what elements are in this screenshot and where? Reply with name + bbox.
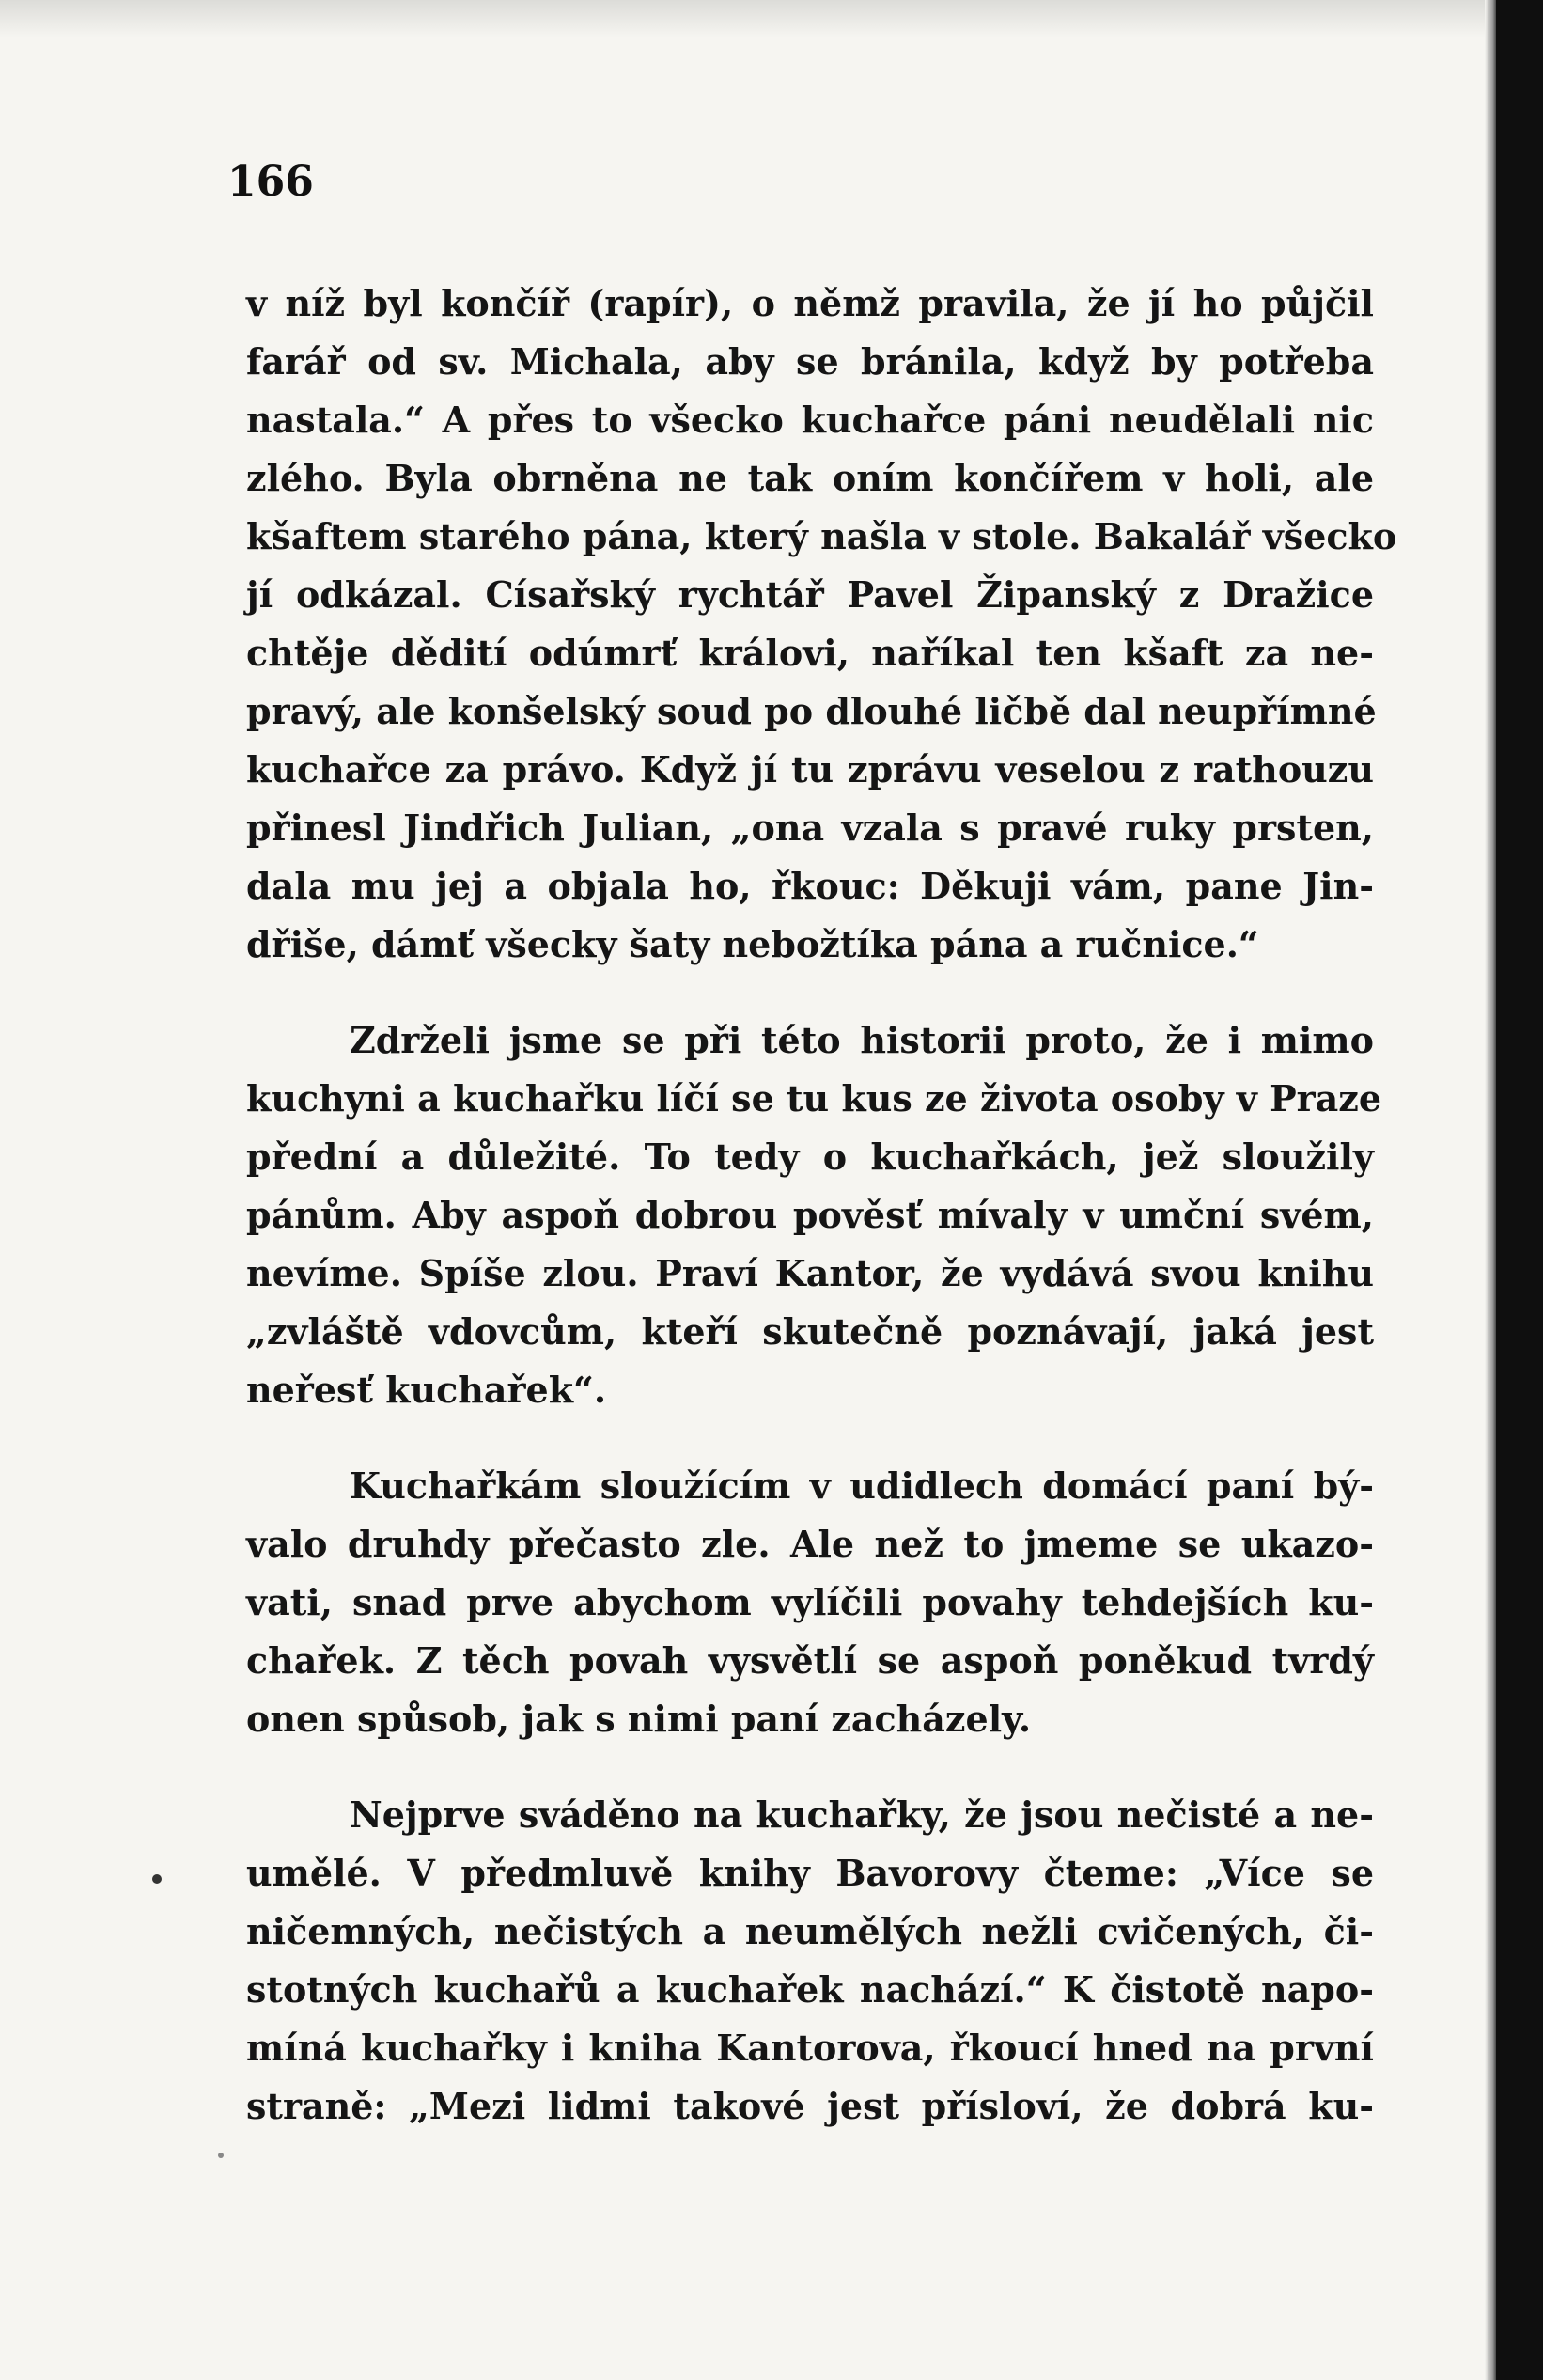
body-text (246, 274, 1397, 2136)
text-line: Zdrželi jsme se při této historii proto, že i mimo (350, 1019, 1374, 1061)
text-line: nastala.“ A přes to všecko kuchařce páni neudělali nic (246, 399, 1374, 441)
paragraph-3 (246, 1457, 1374, 1748)
text-line: „zvláště vdovcům, kteří skutečně poznávají, jaká jest (246, 1310, 1374, 1353)
text-line: kuchařce za právo. Když jí tu zprávu veselou z rathouzu (246, 748, 1374, 791)
text-line: Kuchařkám sloužícím v udidlech domácí paní bý- (350, 1464, 1374, 1507)
text-line: zlého. Byla obrněna ne tak oním končířem v holi, ale (246, 457, 1374, 499)
text-line: dala mu jej a objala ho, řkouc: Děkuji vám, pane Jin- (246, 865, 1374, 907)
paragraph-2 (246, 1011, 1382, 1419)
ink-speck (218, 2153, 224, 2158)
text-line: neřesť kuchařek“. (246, 1369, 607, 1411)
text-line: chařek. Z těch povah vysvětlí se aspoň poněkud tvrdý (246, 1639, 1374, 1682)
page-number: 166 (227, 158, 314, 206)
text-line: umělé. V předmluvě knihy Bavorovy čteme: „Více se (246, 1852, 1374, 1894)
ink-speck (152, 1874, 162, 1884)
text-line: přinesl Jindřich Julian, „ona vzala s pravé ruky prsten, (246, 806, 1374, 849)
text-line: dřiše, dámť všecky šaty nebožtíka pána a ručnice.“ (246, 923, 1259, 965)
text-line: ničemných, nečistých a neumělých nežli cvičených, či- (246, 1910, 1374, 1952)
text-line: pravý, ale konšelský soud po dlouhé ličbě dal neupřímné (246, 690, 1377, 732)
paragraph-1 (246, 274, 1397, 974)
text-line: pánům. Aby aspoň dobrou pověsť mívaly v umční svém, (246, 1194, 1374, 1236)
text-line: chtěje dědití odúmrť královi, naříkal ten kšaft za ne- (246, 632, 1374, 674)
text-line: onen spůsob, jak s nimi paní zacházely. (246, 1698, 1032, 1740)
top-shadow (0, 0, 1485, 38)
text-line: stotných kuchařů a kuchařek nachází.“ K čistotě napo- (246, 1968, 1374, 2011)
text-line: v níž byl končíř (rapír), o němž pravila, že jí ho půjčil (246, 282, 1374, 324)
text-line: jí odkázal. Císařský rychtář Pavel Žipanský z Dražice (246, 573, 1374, 616)
text-line: farář od sv. Michala, aby se bránila, když by potřeba (246, 340, 1374, 383)
paragraph-4 (246, 1786, 1374, 2136)
text-line: kšaftem starého pána, který našla v stole. Bakalář všecko (246, 515, 1397, 557)
text-line: nevíme. Spíše zlou. Praví Kantor, že vydává svou knihu (246, 1252, 1374, 1294)
text-line: Nejprve sváděno na kuchařky, že jsou nečisté a ne- (350, 1793, 1374, 1836)
text-line: přední a důležité. To tedy o kuchařkách, jež sloužily (246, 1135, 1374, 1178)
text-line: straně: „Mezi lidmi takové jest přísloví, že dobrá ku- (246, 2085, 1374, 2127)
text-line: kuchyni a kuchařku líčí se tu kus ze života osoby v Praze (246, 1077, 1382, 1120)
text-line: míná kuchařky i kniha Kantorova, řkoucí hned na první (246, 2027, 1374, 2069)
scanner-border (1496, 0, 1543, 2380)
text-line: vati, snad prve abychom vylíčili povahy tehdejších ku- (246, 1581, 1374, 1623)
text-line: valo druhdy přečasto zle. Ale než to jmeme se ukazo- (246, 1523, 1374, 1565)
